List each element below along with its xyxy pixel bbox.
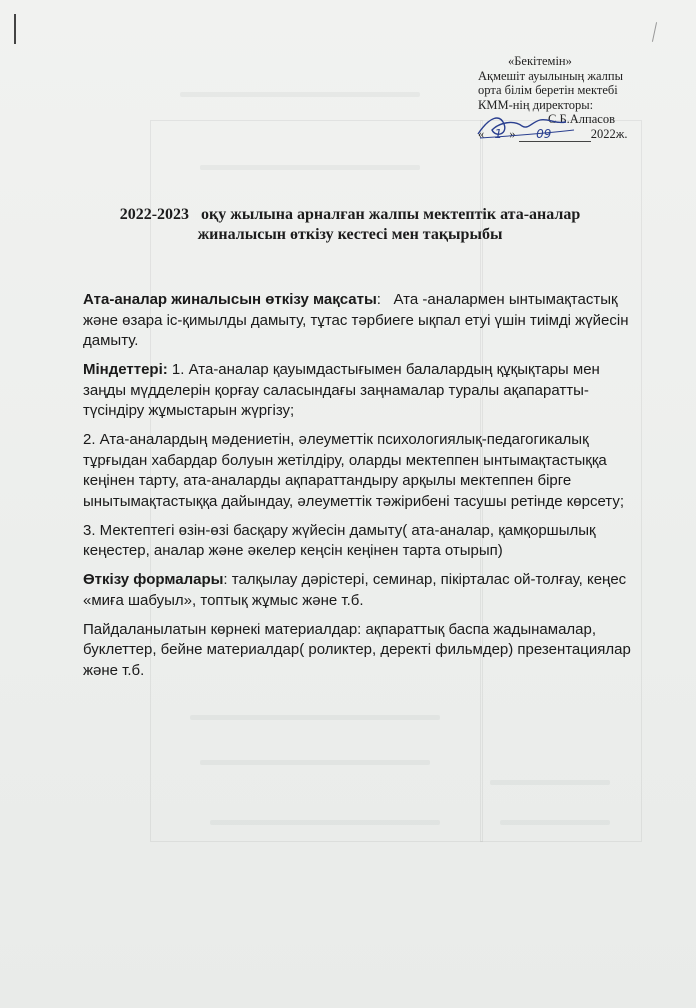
task-item: 2. Ата-аналардың мәдениетін, әлеуметтік психологиялық-педагогикалық тұрғыдан хабардар болуын жетілдіру, оларды мектеппен ынтымақтастыққа кеңінен тарту, ата-аналарды ақпараттандыру арқылы мектеппен бірге ынытымақтастыққа дайындау, әлеуметтік тәжірибені тасушы ретінде көрсету; — [83, 431, 625, 510]
approval-line: КММ-нің директоры: — [478, 97, 594, 112]
goal-text: : Ата -аналармен ынтымақтастық және өзара іс-қимылды дамыту, тұтас тәрбиеге ықпал етуі үшін тиімді жүйесін дамыту. — [83, 291, 633, 349]
forms-label: Өткізу формалары — [83, 571, 224, 588]
page-title — [100, 205, 600, 245]
task-item: 1. Ата-аналар қауымдастығымен балалардың құқықтары мен заңды мүдделерін қорғау саласындағы заңнамалар туралы ақапаратты- түсіндіру жұмыстарын жүргізу; — [83, 361, 600, 419]
show-through-line — [190, 715, 440, 720]
show-through-line — [210, 820, 440, 825]
scan-edge-mark — [14, 14, 16, 44]
show-through-line — [490, 780, 610, 785]
goal-label: Ата-аналар жиналысын өткізу мақсаты — [83, 291, 377, 308]
date-year: 2022ж. — [590, 126, 628, 141]
director-name: С.Б.Алпасов — [548, 112, 615, 126]
show-through-line — [200, 165, 420, 170]
goal-paragraph — [83, 290, 643, 352]
document-body — [83, 290, 643, 690]
forms-paragraph — [83, 570, 643, 611]
tasks-paragraph — [83, 360, 643, 422]
materials-paragraph: Пайдаланылатын көрнекі материалдар: ақпараттық баспа жадынамалар, буклеттер, бейне материалдар( роликтер, деректі фильмдер) презентациялар және т.б. — [83, 620, 631, 679]
approval-line: Ақмешіт ауылының жалпы — [478, 68, 623, 83]
date-close-quote: » — [509, 126, 516, 141]
show-through-line — [200, 760, 430, 765]
task-item: 3. Мектептегі өзін-өзі басқару жүйесін дамыту( ата-аналар, қамқоршылық кеңестер, аналар және әкелер кеңсін кеңінен тарта отырып) — [83, 521, 596, 559]
approval-line: орта білім беретін мектебі — [478, 83, 618, 97]
date-month: 09 — [519, 127, 569, 143]
show-through-line — [500, 820, 610, 825]
title-line: 2022-2023 оқу жылына арналған жалпы мектептік ата-аналар — [119, 206, 581, 223]
director-signature-icon — [470, 110, 580, 144]
forms-text: : талқылау дәрістері, семинар, пікірталас ой-толғау, кеңес «миға шабуыл», топтық жұмыс және т.б. — [83, 571, 627, 609]
approval-label: «Бекітемін» — [508, 54, 572, 68]
tasks-label: Міндеттері: — [83, 361, 168, 378]
date-open-quote: « — [478, 126, 485, 141]
title-line: жиналысын өткізу кестесі мен тақырыбы — [197, 226, 503, 243]
show-through-line — [180, 92, 420, 97]
scan-edge-mark — [652, 22, 657, 42]
date-day: 1 — [494, 126, 503, 141]
